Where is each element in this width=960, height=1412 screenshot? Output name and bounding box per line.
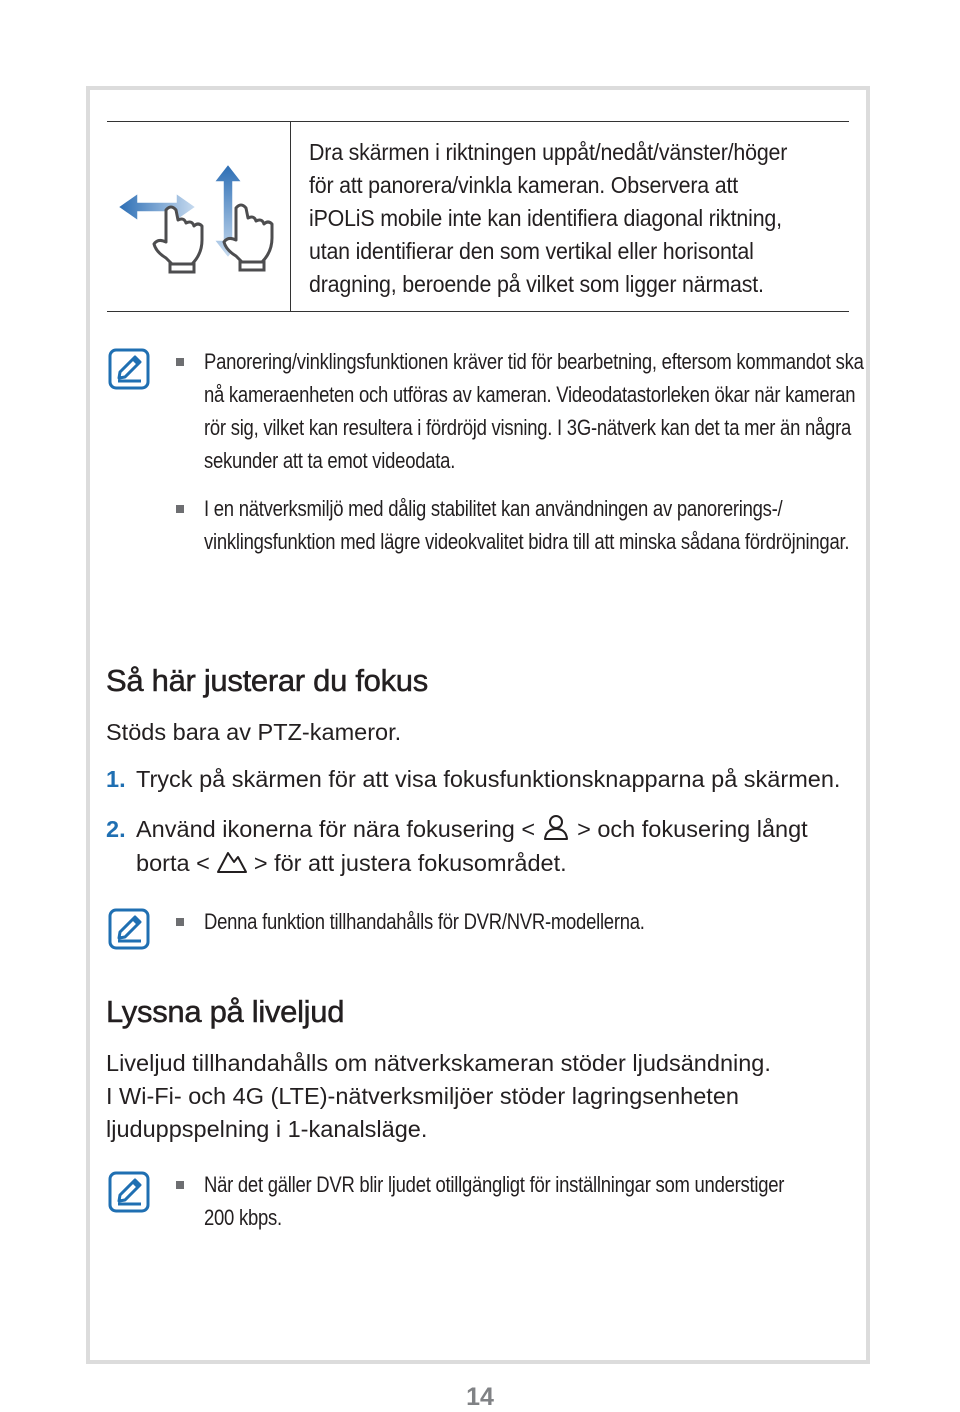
note-pencil-icon (108, 1171, 150, 1213)
list-item: I en nätverksmiljö med dålig stabilitet kan användningen av panorerings-/ vinklingsfunktion med lägre videokvalitet bidra till att minska sådana fördröjningar. (176, 492, 856, 558)
far-focus-mountain-icon (216, 847, 248, 875)
list-item: När det gäller DVR blir ljudet otillgängligt för inställningar som understiger 200 kbps. (176, 1168, 776, 1234)
section-title-focus: Så här justerar du fokus (106, 663, 428, 698)
step-text-a: Använd ikonerna för nära fokusering < (136, 816, 536, 842)
step-text-b: > och fokusering långt borta < (136, 816, 808, 876)
note-list-pan-tilt (176, 345, 864, 573)
table-column-divider (290, 122, 291, 312)
step-text: Tryck på skärmen för att visa fokusfunktionsknapparna på skärmen. (136, 766, 841, 792)
audio-line-3: ljuduppspelning i 1-kanalsläge. (106, 1116, 428, 1142)
audio-line-1: Liveljud tillhandahålls om nätverkskameran stöder ljudsändning. (106, 1050, 771, 1076)
step-2 (106, 812, 866, 880)
page-number: 14 (466, 1383, 494, 1411)
note-list-audio (176, 1168, 785, 1249)
table-bottom-rule (107, 311, 849, 312)
note-list-focus (176, 905, 856, 953)
list-item: Panorering/vinklingsfunktionen kräver tid för bearbetning, eftersom kommandot ska nå kameraenheten och utföras av kameran. Videodatastorleken ökar när kameran rör sig, vilket kan resultera i fördröjd visning. I 3G-nätverk kan det ta mer än några sekunder att ta emot videodata. (176, 345, 856, 477)
step-number: 1. (106, 766, 126, 792)
list-item: Denna funktion tillhandahålls för DVR/NVR-modellerna. (176, 905, 856, 938)
step-number: 2. (106, 816, 126, 842)
section-title-audio: Lyssna på liveljud (106, 994, 345, 1029)
note-pencil-icon (108, 908, 150, 950)
focus-intro: Stöds bara av PTZ-kameror. (106, 719, 402, 745)
table-top-rule (107, 121, 849, 122)
gesture-description: Dra skärmen i riktningen uppåt/nedåt/vänster/höger för att panorera/vinkla kameran. Observera att iPOLiS mobile inte kan identifiera diagonal riktning, utan identifierar den som vertikal eller horisontal dragning, beroende på vilket som ligger närmast. (309, 139, 788, 297)
drag-gesture-icon (112, 160, 282, 275)
step-1 (106, 762, 866, 796)
note-pencil-icon (108, 348, 150, 390)
near-focus-person-icon (541, 813, 571, 841)
step-text-c: > för att justera fokusområdet. (253, 850, 567, 876)
audio-line-2: I Wi-Fi- och 4G (LTE)-nätverksmiljöer stöder lagringsenheten (106, 1083, 739, 1109)
